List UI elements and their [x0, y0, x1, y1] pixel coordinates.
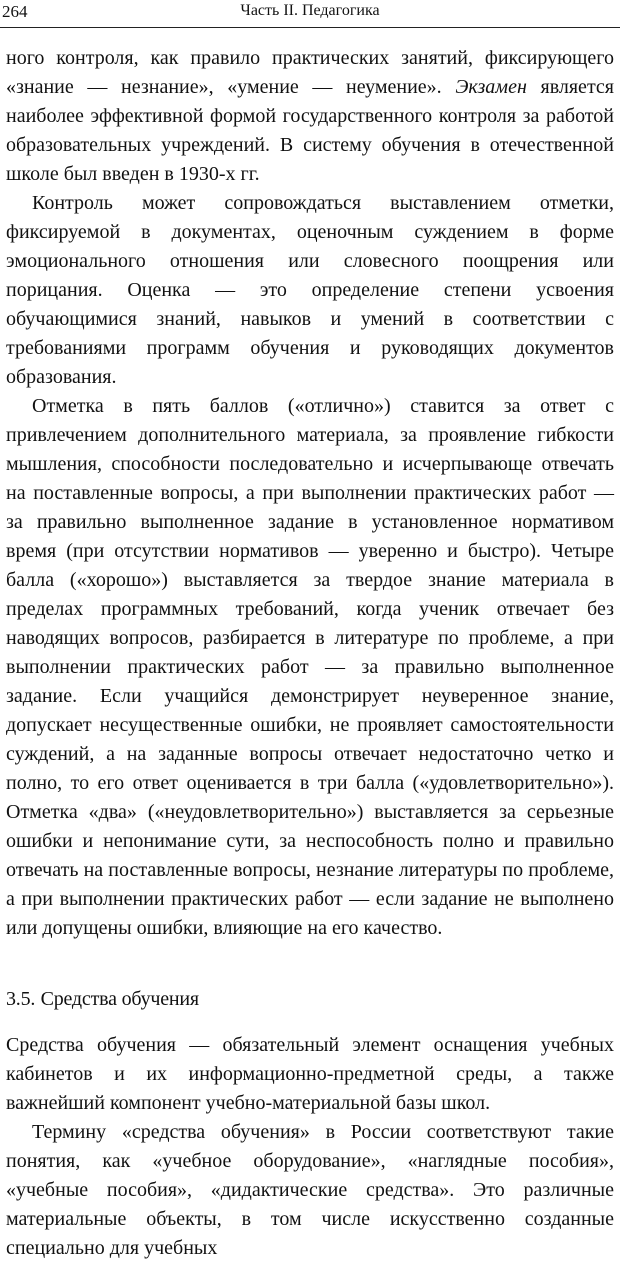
section-number: 3.5.: [6, 988, 36, 1010]
text-block-top: [6, 44, 614, 943]
text-block-section: [6, 1031, 614, 1263]
paragraph: Термину «средства обучения» в России соответствуют такие понятия, как «учебное оборудование», «наглядные пособия», «учебные пособия», «дидактические средства». Это различные материальные объекты, в том числе искусственно созданные специально для учебных: [6, 1121, 614, 1259]
page-number: 264: [2, 2, 28, 21]
paragraph: Отметка в пять баллов («отлично») ставится за ответ с привлечением дополнительного материала, за проявление гибкости мышления, способности последовательно и исчерпывающе отвечать на поставленные вопросы, а при выполнении практических работ — за правильно выполненное задание в установленное нормативом время (при отсутствии нормативов — уверенно и быстро). Четыре балла («хорошо») выставляется за твердое знание материала в пределах программных требований, когда ученик отвечает без наводящих вопросов, разбирается в литературе по проблеме, а при выполнении практических работ — за правильно выполненное задание. Если учащийся демонстрирует неуверенное знание, допускает несущественные ошибки, не проявляет самостоятельности суждений, а на заданные вопросы отвечает недостаточно четко и полно, то его ответ оценивается в три балла («удовлетворительно»). Отметка «два» («неудовлетворительно») выставляется за серьезные ошибки и непонимание сути, за неспособность полно и правильно отвечать на поставленные вопросы, незнание литературы по проблеме, а при выполнении практических работ — если задание не выполнено или допущены ошибки, влияющие на его качество.: [6, 395, 614, 939]
paragraph-continuation: [6, 44, 614, 189]
paragraph-text: ного контроля, как правило практических занятий, фиксирующего «знание — незнание», «умение — неумение».: [6, 47, 614, 98]
emphasis-term: Экзамен: [455, 76, 527, 98]
header-rule: [0, 27, 620, 28]
section-heading: [6, 985, 614, 1013]
paragraph-text: является наиболее эффективной формой государственного контроля за работой образовательных учреждений. В систему обучения в отечественной школе был введен в 1930-х гг.: [6, 76, 614, 185]
page-body: [6, 44, 614, 1263]
page-header: [0, 0, 620, 28]
paragraph: Контроль может сопровождаться выставлением отметки, фиксируемой в документах, оценочным суждением в форме эмоционального отношения или словесного поощрения или порицания. Оценка — это определение степени усвоения обучающимися знаний, навыков и умений в соответствии с требованиями программ обучения и руководящих документов образования.: [6, 192, 614, 388]
running-title: Часть II. Педагогика: [240, 2, 380, 19]
paragraph: Средства обучения — обязательный элемент оснащения учебных кабинетов и их информационно-предметной среды, а также важнейший компонент учебно-материальной базы школ.: [6, 1034, 614, 1114]
section-title: Средства обучения: [40, 988, 199, 1010]
